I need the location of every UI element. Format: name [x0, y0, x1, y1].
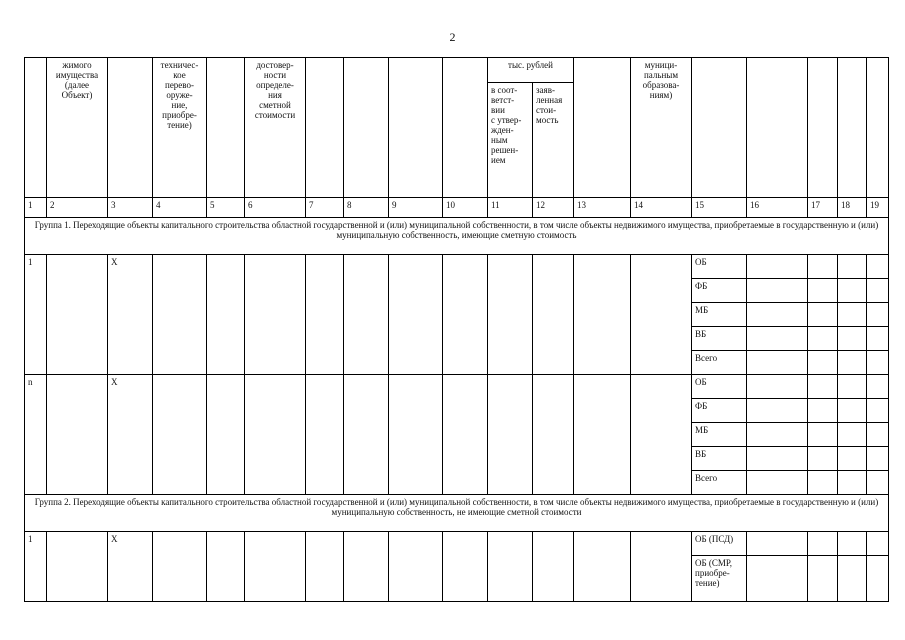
object-cell [306, 375, 344, 495]
object-cell [631, 255, 692, 375]
column-number: 19 [867, 198, 889, 218]
object-cell [245, 375, 306, 495]
funding-source-label: ФБ [692, 279, 747, 303]
funding-source-label: МБ [692, 303, 747, 327]
column-number: 8 [344, 198, 389, 218]
value-cell [838, 399, 867, 423]
value-cell [838, 423, 867, 447]
object-cell [344, 375, 389, 495]
value-cell [747, 556, 808, 602]
value-cell [808, 375, 838, 399]
object-number: 1 [25, 532, 47, 602]
object-cell [344, 532, 389, 602]
value-cell [747, 471, 808, 495]
object-cell [574, 255, 631, 375]
value-cell [838, 556, 867, 602]
group-title: Группа 1. Переходящие объекты капитального строительства областной государственной и (или) муниципальной собственности, в том числе объекты недвижимого имущества, приобретаемые в государственную и (или) муниципальную собственность, имеющие сметную стоимость [25, 218, 889, 255]
funding-source-label: Всего [692, 351, 747, 375]
value-cell [867, 556, 889, 602]
object-cell [153, 375, 207, 495]
object-cell [533, 375, 574, 495]
funding-source-label: ФБ [692, 399, 747, 423]
object-cell [245, 255, 306, 375]
value-cell [747, 447, 808, 471]
value-cell [867, 375, 889, 399]
object-cell [389, 532, 443, 602]
value-cell [808, 423, 838, 447]
value-cell [838, 303, 867, 327]
value-cell [808, 532, 838, 556]
column-number: 3 [108, 198, 153, 218]
object-cell [207, 532, 245, 602]
object-cell [488, 255, 533, 375]
value-cell [747, 399, 808, 423]
page-number: 2 [449, 30, 456, 44]
column-number: 5 [207, 198, 245, 218]
object-mark: X [108, 375, 153, 495]
column-number: 10 [443, 198, 488, 218]
object-mark: X [108, 255, 153, 375]
value-cell [867, 399, 889, 423]
value-cell [838, 471, 867, 495]
object-cell [306, 532, 344, 602]
value-cell [867, 423, 889, 447]
value-cell [838, 279, 867, 303]
object-cell [207, 375, 245, 495]
column-number: 4 [153, 198, 207, 218]
funding-source-label: ВБ [692, 327, 747, 351]
header-cell-15 [692, 58, 747, 198]
value-cell [838, 447, 867, 471]
value-cell [867, 471, 889, 495]
column-number: 17 [808, 198, 838, 218]
header-cell-17 [808, 58, 838, 198]
funding-source-label: ОБ (СМР, приобре- тение) [692, 556, 747, 602]
group-title: Группа 2. Переходящие объекты капитального строительства областной государственной и (или) муниципальной собственности, в том числе объекты недвижимого имущества, приобретаемые в государственную и (или) муниципальную собственность, не имеющие сметной стоимости [25, 495, 889, 532]
value-cell [867, 255, 889, 279]
value-cell [867, 351, 889, 375]
object-cell [443, 255, 488, 375]
header-cell-14: муници- пальным образова- ниям) [631, 58, 692, 198]
header-cell-1 [25, 58, 47, 198]
header-cell-10 [443, 58, 488, 198]
funding-source-label: МБ [692, 423, 747, 447]
value-cell [838, 351, 867, 375]
investment-table [24, 57, 889, 602]
object-cell [631, 532, 692, 602]
object-number: 1 [25, 255, 47, 375]
header-cell-2: жимого имущества (далее Объект) [47, 58, 108, 198]
value-cell [867, 447, 889, 471]
object-mark: X [108, 532, 153, 602]
value-cell [747, 351, 808, 375]
value-cell [747, 375, 808, 399]
object-cell [533, 532, 574, 602]
value-cell [747, 255, 808, 279]
value-cell [838, 375, 867, 399]
object-cell [488, 532, 533, 602]
header-cell-7 [306, 58, 344, 198]
value-cell [867, 279, 889, 303]
value-cell [808, 279, 838, 303]
value-cell [838, 255, 867, 279]
object-cell [207, 255, 245, 375]
value-cell [747, 279, 808, 303]
header-cell-16 [747, 58, 808, 198]
object-cell [344, 255, 389, 375]
object-cell [574, 532, 631, 602]
object-cell [389, 375, 443, 495]
header-cell-13 [574, 58, 631, 198]
value-cell [808, 351, 838, 375]
value-cell [808, 399, 838, 423]
value-cell [747, 423, 808, 447]
object-cell [47, 255, 108, 375]
funding-source-label: ВБ [692, 447, 747, 471]
funding-source-label: Всего [692, 471, 747, 495]
object-cell [631, 375, 692, 495]
value-cell [808, 471, 838, 495]
header-cell-12: заяв- ленная стои- мость [533, 83, 574, 198]
column-number: 1 [25, 198, 47, 218]
value-cell [838, 532, 867, 556]
header-cell-8 [344, 58, 389, 198]
value-cell [867, 532, 889, 556]
object-cell [443, 532, 488, 602]
value-cell [747, 327, 808, 351]
header-cell-19 [867, 58, 889, 198]
object-cell [153, 255, 207, 375]
column-number: 7 [306, 198, 344, 218]
column-number: 11 [488, 198, 533, 218]
header-cell-4: техничес- кое перево- оруже- ние, приобре- тение) [153, 58, 207, 198]
column-number: 16 [747, 198, 808, 218]
value-cell [867, 327, 889, 351]
object-cell [574, 375, 631, 495]
column-number: 18 [838, 198, 867, 218]
header-cell-11: в соот- ветст- вии с утвер- жден- ным решен- ием [488, 83, 533, 198]
object-cell [47, 532, 108, 602]
column-number: 6 [245, 198, 306, 218]
value-cell [838, 327, 867, 351]
header-cell-18 [838, 58, 867, 198]
column-number: 15 [692, 198, 747, 218]
header-cell-9 [389, 58, 443, 198]
column-number: 9 [389, 198, 443, 218]
header-cell-5 [207, 58, 245, 198]
value-cell [808, 303, 838, 327]
column-number: 14 [631, 198, 692, 218]
object-cell [245, 532, 306, 602]
funding-source-label: ОБ (ПСД) [692, 532, 747, 556]
funding-source-label: ОБ [692, 375, 747, 399]
object-number: n [25, 375, 47, 495]
value-cell [808, 447, 838, 471]
object-cell [488, 375, 533, 495]
object-cell [153, 532, 207, 602]
value-cell [808, 255, 838, 279]
funding-source-label: ОБ [692, 255, 747, 279]
header-thousands-rubles: тыс. рублей [488, 58, 574, 83]
header-cell-6: достовер- ности определе- ния сметной стоимости [245, 58, 306, 198]
column-number: 2 [47, 198, 108, 218]
value-cell [747, 532, 808, 556]
value-cell [808, 327, 838, 351]
value-cell [808, 556, 838, 602]
column-number: 13 [574, 198, 631, 218]
header-cell-3 [108, 58, 153, 198]
object-cell [389, 255, 443, 375]
value-cell [747, 303, 808, 327]
value-cell [867, 303, 889, 327]
column-number: 12 [533, 198, 574, 218]
object-cell [306, 255, 344, 375]
object-cell [533, 255, 574, 375]
object-cell [443, 375, 488, 495]
object-cell [47, 375, 108, 495]
